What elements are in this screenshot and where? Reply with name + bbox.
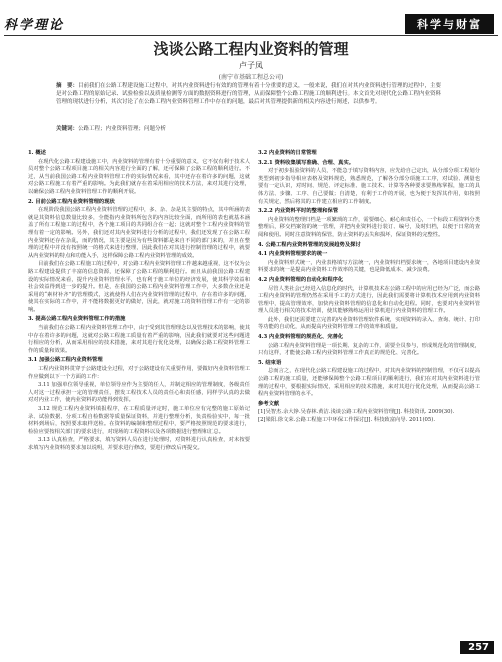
- paragraph: 3.13 认真检查，严格要求，填写资料人员在进行处理时，对资料进行认真检查，对未按要求填写内业资料的要求加以说明，并要求进行修改，要进行修改后再提交。: [28, 437, 250, 451]
- journal-section-left: 科学理论: [4, 18, 65, 33]
- section-heading: 5. 结束语: [258, 359, 282, 366]
- reference-item: [2]梁阳.徐文荣.公路工程施工中环保工作探讨[J]. 科技致富向导. 2011(05).: [258, 417, 436, 423]
- section-heading: 4.2 内业资料管理的自动化和程序化: [258, 276, 344, 283]
- paragraph: 在现阶段我国公路工程内业资料管理的过程中，多、杂、杂是其主要的特点，其中所涵的表就是其资料信息数量比较多，全能指内业资料所包含的内容比较全面，而所用的表也就基本涵盖了所有工程施工的过程中，各个施工项目的共同组合在一起；这就对整个工程内业资料的管理有着一定的影响。另外，我们还对其内业资料进行分析的过程中，我们还发现了在公路工程内业资料还存在杂乱，而的情况，其主要是因为有些资料都是来自不同的部门来的，并且在整理的过程中并没有按照统一的格式来进行整理，因此我们在对其进行控制管理的过程中，就要从内业资料的特点和功能入手，这样保障公路工程内业资料管理的成效。: [28, 207, 250, 259]
- paragraph: 对于初步报验资料的人员，不能急于填写资料内容，应先给自己定出，从分部分项工程划分类型到初步指导相应表格及资料规范，熟悉规范，了解各分部分项施工工序，对试验、测量也要有一定认识，对时间、规范、评定标准、施工技术、计算等各种要求要熟练掌握，施工的具体方法、步骤、工序、自己要做；自清楚，有利于工作的开展，也为便于发挥其作用，如按照有关规定，然后将其的工作建立相应的工作制度。: [258, 168, 480, 205]
- keywords: [56, 124, 446, 132]
- keywords-label: 关键词：: [56, 126, 79, 132]
- section-heading: 参考文献: [258, 400, 280, 407]
- paragraph: 在现代化公路工程建设施工中，内业资料的管理有着十分重要的意义，它不仅有利于技术人员对整个公路工程项目施工的相关内容进行全面的了解，还可保障了公路工程的顺利进行。不过，从当前我国公路工程内业资料管理工作的实际情况来看，其中还存在着许多的问题，这就对公路工程施工有着严重的影响。为此我们就存在着采用相应的技术方法，来对其进行处理，以确保公路工程内业资料管理工作的顺利开展。: [28, 158, 250, 195]
- paragraph: 尽管人类社会已经进入信息化的时代，计算机技术在公路工程中的应用已经为广泛，而公路工程内业资料的管理仍然在采用手工的方式进行，因此我们需要将计算机技术应用到内业资料管理中，提高管理效率，加快内业资料管理的信息化和自动化进程。同时，也要对内业资料管理人员进行相关的技术培训，使其能够熟练运用计算机进行内业资料的管理工作。: [258, 285, 480, 315]
- paper-affiliation: (南宁市基础工程总公司): [218, 74, 284, 81]
- section-heading: 3.1 加强公路工程内业资料管理: [28, 357, 103, 364]
- paragraph: 当前我们在公路工程内业资料管理工作中，由于受到其管理理念以及管理技术的影响，使其中存在着许多的问题，这就对公路工程施工质量有着严重的影响，因此我们就要对这些问题进行相应的分析，从而采用相应的技术措施，来对其进行优化处理，以确保公路工程资料管理工作的质量和效果。: [28, 325, 250, 354]
- section-heading: 2. 目前公路工程内业资料管理的现状: [28, 198, 115, 205]
- section-heading: 3.2.1 资料收集填写准确、合理、真实。: [258, 159, 355, 166]
- paragraph: 内业资料形式统一，内业表格填写方法统一，内业资料归档要求统一，各地项目建设内业资料要求的统一是提高内业资料工作效率的关键，也是降低成本、减少浪费。: [258, 259, 480, 274]
- paragraph: 工程内业资料贯穿于公路建设全过程，对于公路建设有关重要作用，要做好内业资料管理工作应做到以下一个方面的工作：: [28, 366, 250, 380]
- header-rule: [4, 35, 498, 36]
- reference-item: [1]吴智杰.余大铮.吴春林.黄洁.浅谈公路工程内业资料管理[J]. 科技资讯. 2009(30).: [258, 409, 455, 416]
- section-heading: 3.2.2 内业资料平时的整理和保管: [258, 208, 339, 215]
- paragraph: 此外，我们还需要建立完善的内业资料管理软件系统，实现资料的录入、查询、统计、打印等功能的自动化，从而提高内业资料管理工作的效率和质量。: [258, 316, 480, 331]
- abstract: [56, 82, 446, 106]
- paper-title: 浅谈公路工程内业资料的管理: [153, 40, 349, 58]
- section-heading: 4.1 内业资料管理要求的统一: [258, 251, 328, 258]
- section-heading: 1. 概述: [28, 150, 46, 156]
- section-heading: 3. 提高公路工程内业资料管理工作的措施: [28, 316, 126, 323]
- keywords-text: 公路工程；内业资料管理；问题分析: [78, 126, 167, 132]
- journal-name-right: 科学与财富: [405, 14, 494, 34]
- journal-header: [0, 14, 502, 38]
- abstract-text: 目前我们在公路工程建设施工过程中，对其内业资料进行有效的的管理有着十分重要的意义，一般来说，我们在对其内业资料进行管理的过程中，主要是对公路工程的原始记录、试验检验以及质量检测等方面的数据资料进行的管理，从而保障整个公路工程施工的顺利进行。本文首先对现代化公路工程内业资料管理的现状进行分析，其次讨论了在公路工程内业资料管理工作中存在的问题，最后对其管理提供新的相关内容进行阐述，以供参考。: [56, 83, 442, 105]
- paragraph: 3.12 规范工程内业资料填报程序，在工程质量评定时，施工单位应有完整的施工原始记录、试验数据、分项工程自检数据等质量保证资料，并进行整理分析，负责检验实中，每一批材料到场后，按照要求取样送检。在资料的编制和整理过程中，要严格按照规范的要求进行，检验应要按相关部门的要求进行，对现场的工程资料以及各项数据进行整理和汇总。: [28, 406, 250, 435]
- abstract-label: 摘 要：: [56, 83, 79, 89]
- paragraph: 内业资料的整理归档是一项繁琐的工作，需要细心、耐心和责任心，一个标段工程资料分类整理后，移交档案馆的统一管理，并把内业资料进行装订、编号，及时归档，以便于日常的查阅和使用。同时注意资料的保管，防止资料的丢失和损坏，保证资料的完整性。: [258, 216, 480, 238]
- paragraph: 3.11 加强单位领导重视，单位领导应作为主要的任人，并制定相应的管理制度，各级责任人对这一过程承担一定的管理责任，摆发工程技术人员的责任心和责任感，同样学认真的去做对对内业工作，使内业资料的功能得到发挥。: [28, 382, 250, 404]
- paper-author: 卢子凤: [239, 61, 263, 70]
- page-number: 257: [460, 641, 494, 654]
- paragraph: 公路工程内业资料管理是一项长期、复杂的工作，需要全员参与，形成规范化的管理制度，只有这样，才能使公路工程内业资料管理工作真正的规范化、完善化。: [258, 342, 480, 357]
- left-column: [28, 148, 250, 454]
- section-heading: 4.3 内业资料管理的规范化、完善化: [258, 334, 344, 341]
- paragraph: 目前我们在公路工程施工的过程中，对公路工程内业资料管理工作越来越重视，这不仅为公路工程建设提供了丰富的信息资源，还保障了公路工程的顺利进行。而且从前我国公路工程建设的实际情况来看，提升内业资料管理水平，也有利于施工单位的经济发展，使其科学效益和社会效益得到进一步的提升。但是，在我国的公路工程内业资料管理工作中，大多数企业还是采用的“素材补齐”的管理模式，这就使得人们在内业资料管理的过程中，存在着许多的问题，使其在实际的工作中，并不能将数据更好的做好，因此，就对施工的资料管理工作有一定的影响。: [28, 261, 250, 313]
- section-heading: 4. 公路工程内业资料管理的发展趋势及探讨: [258, 241, 361, 248]
- right-column: [258, 148, 480, 425]
- section-heading: 3.2 内业资料的日常管理: [258, 150, 317, 156]
- paragraph: 总而言之，在现代化公路工程建设施工的过程中，对其内业资料的控制管理，不仅可以提高公路工程的施工质量，还能够保障整个公路工程项目的顺利进行，我们在对其内业资料进行管理的过程中，要根据实际情况，采用相应的技术措施，来对其进行优化处理，从而提高公路工程内业资料管理的水平。: [258, 368, 480, 398]
